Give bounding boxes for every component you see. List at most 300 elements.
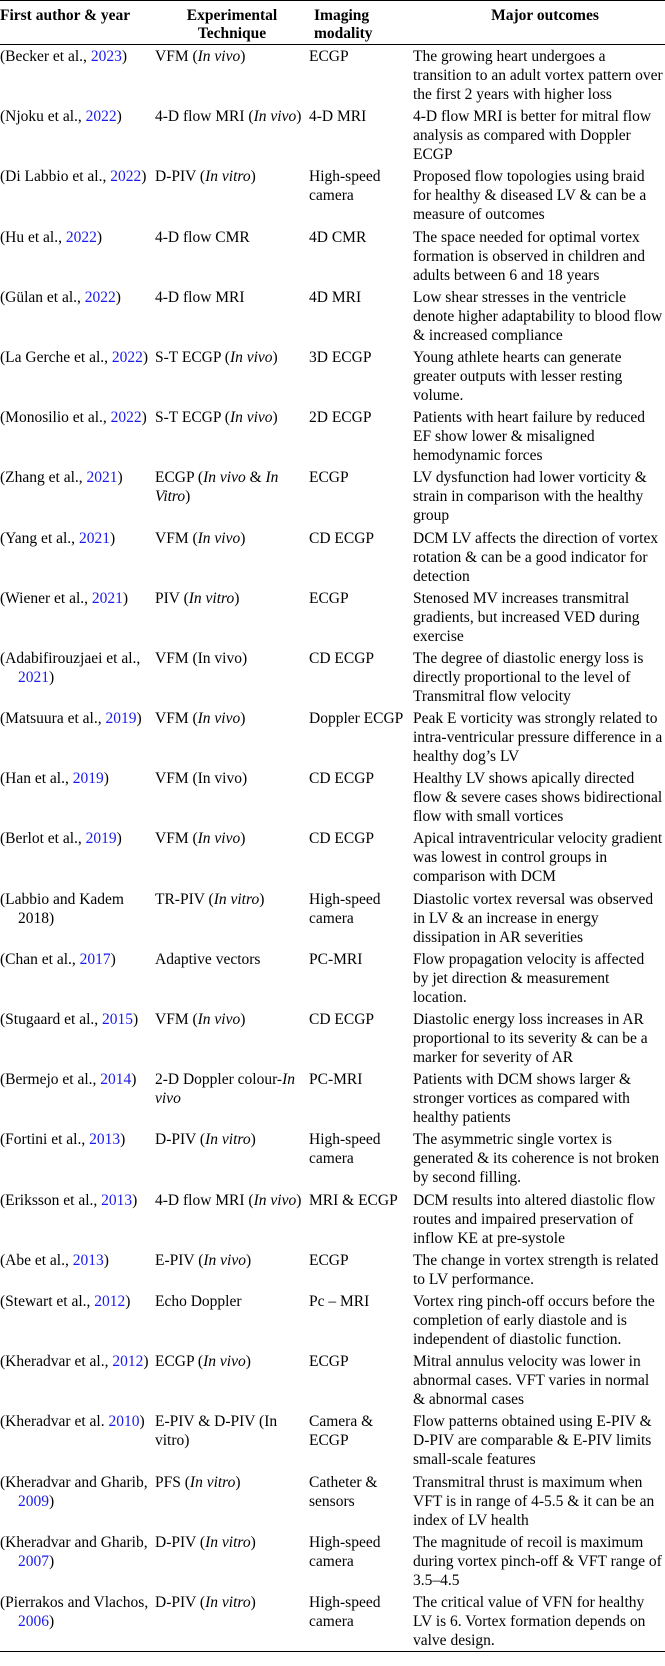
cell-author: [0, 406, 155, 466]
technique-text: ): [240, 48, 246, 65]
author-citation: [0, 47, 149, 66]
technique-text: ): [250, 1131, 256, 1149]
author-name: (Bermejo et al.,: [0, 1071, 97, 1089]
table-row: [0, 647, 665, 707]
cell-modality: ECGP: [309, 469, 349, 487]
cell-modality: High-speed camera: [309, 890, 381, 927]
citation-year-link[interactable]: 2022: [110, 409, 142, 427]
table-row: [0, 707, 665, 767]
technique-text: D-PIV (: [155, 1593, 206, 1611]
table-row: [0, 888, 665, 948]
table-row: [0, 1531, 665, 1591]
cell-modality: Catheter & sensors: [309, 1473, 378, 1510]
citation-year-link[interactable]: 2022: [84, 288, 116, 306]
cell-modality: CD ECGP: [309, 529, 375, 547]
cell-technique: [155, 888, 309, 948]
table-row: [0, 948, 665, 1008]
cell-outcome: The space needed for optimal vortex formation is observed in children and adults between 6 and 18 years: [413, 228, 646, 284]
author-citation: [0, 890, 149, 928]
author-close-paren: ): [109, 529, 116, 547]
cell-modality: ECGP: [309, 1251, 349, 1269]
citation-year-link[interactable]: 2013: [89, 1131, 121, 1149]
citation-year-link[interactable]: 2021: [78, 529, 110, 547]
citation-year-link[interactable]: 2021: [18, 668, 49, 686]
technique-text: In vivo: [155, 1071, 296, 1108]
cell-author: [0, 647, 155, 707]
cell-author: [0, 1410, 155, 1470]
cell-outcome: Vortex ring pinch-off occurs before the completion of early diastole and is independent of diastolic function.: [413, 1292, 655, 1348]
technique-text: VFM (: [155, 710, 198, 728]
cell-modality: High-speed camera: [309, 1533, 381, 1570]
cell-author: [0, 286, 155, 346]
table-row: [0, 1410, 665, 1470]
cell-modality: 4D MRI: [309, 288, 362, 306]
cell-outcome: Healthy LV shows apically directed flow & severe cases shows bidirectional flow with small vortices: [413, 770, 663, 826]
author-name: (Gülan et al.,: [0, 288, 81, 306]
author-name: (Stugaard et al.,: [0, 1011, 99, 1028]
citation-year-link[interactable]: 2019: [85, 830, 117, 848]
author-close-paren: ): [103, 770, 109, 788]
cell-author: [0, 165, 155, 225]
cell-technique: [155, 827, 309, 887]
technique-text: ): [296, 108, 302, 126]
technique-text: In vivo: [197, 529, 241, 547]
table-row: [0, 45, 665, 106]
cell-author: [0, 1350, 155, 1410]
technique-text: ): [272, 409, 278, 427]
cell-technique: [155, 226, 309, 286]
cell-author: [0, 527, 155, 587]
citation-year-link[interactable]: 2021: [91, 589, 123, 607]
technique-text: In vivo: [197, 1011, 241, 1028]
table-row: [0, 1290, 665, 1350]
author-citation: [0, 1473, 149, 1511]
cell-modality: CD ECGP: [309, 649, 375, 667]
citation-year-link[interactable]: 2022: [110, 168, 142, 186]
technique-text: In vitro: [213, 890, 260, 908]
author-name: (Di Labbio et al.,: [0, 168, 107, 186]
author-close-paren: ): [49, 1612, 55, 1630]
technique-text: ): [240, 710, 246, 728]
cell-outcome: Flow propagation velocity is affected by jet direction & measurement location.: [413, 950, 645, 1006]
citation-year-link[interactable]: 2021: [86, 469, 118, 487]
technique-text: ): [240, 529, 246, 547]
technique-text: In vivo: [203, 469, 246, 487]
author-name: (Han et al.,: [0, 770, 69, 788]
cell-outcome: The degree of diastolic energy loss is directly proportional to the level of Transmitral flow velocity: [413, 649, 644, 705]
author-close-paren: ): [133, 1011, 139, 1028]
table-header: [0, 1, 665, 45]
cell-technique: [155, 1068, 309, 1128]
author-name: (Matsuura et al.,: [0, 710, 102, 728]
technique-text: VFM (: [155, 830, 198, 848]
table-row: [0, 587, 665, 647]
table-row: [0, 286, 665, 346]
cell-outcome: Apical intraventricular velocity gradient was lowest in control groups in comparison with DCM: [413, 830, 663, 886]
technique-text: VFM (: [155, 48, 198, 65]
table-row: [0, 1189, 665, 1249]
cell-author: [0, 226, 155, 286]
technique-text: ): [240, 830, 246, 848]
author-citation: [0, 1593, 149, 1631]
author-citation: [0, 950, 149, 969]
author-name: (Kheradvar and Gharib,: [0, 1473, 148, 1491]
author-name: (Becker et al.,: [0, 48, 87, 65]
author-close-paren: ): [136, 710, 142, 728]
technique-text: In vivo: [203, 1251, 246, 1269]
technique-text: In vitro: [205, 168, 251, 186]
cell-modality: ECGP: [309, 589, 349, 607]
technique-text: ): [234, 589, 240, 607]
table-row: [0, 406, 665, 466]
technique-text: PIV (: [155, 589, 189, 607]
author-citation: [0, 829, 149, 848]
citation-year-link[interactable]: 2006: [18, 1612, 49, 1630]
cell-technique: [155, 1128, 309, 1188]
cell-modality: PC-MRI: [309, 1071, 363, 1089]
cell-modality: High-speed camera: [309, 1131, 381, 1168]
author-close-paren: ): [125, 1292, 131, 1310]
technique-text: In vitro: [205, 1593, 251, 1611]
cell-author: [0, 587, 155, 647]
technique-text: ): [259, 890, 265, 908]
citation-year-link[interactable]: 2022: [111, 348, 143, 366]
cell-outcome: The asymmetric single vortex is generated & its coherence is not broken by second filling.: [413, 1131, 660, 1187]
technique-text: Echo Doppler: [155, 1292, 242, 1310]
technique-text: In Vitro: [155, 469, 279, 506]
author-close-paren: ): [96, 228, 103, 246]
technique-text: ): [245, 1251, 252, 1269]
cell-author: [0, 948, 155, 1008]
technique-text: 2-D Doppler colour-: [155, 1071, 283, 1089]
table-row: [0, 165, 665, 225]
cell-technique: [155, 45, 309, 106]
technique-text: In vivo: [203, 1353, 246, 1371]
technique-text: TR-PIV (: [155, 890, 214, 908]
technique-text: VFM (: [155, 1011, 198, 1028]
author-close-paren: ): [116, 108, 122, 126]
cell-technique: [155, 1008, 309, 1068]
technique-text: In vivo: [197, 48, 241, 65]
citation-year-link[interactable]: 2012: [94, 1292, 126, 1310]
cell-outcome: The critical value of VFN for healthy LV is 6. Vortex formation depends on valve design.: [413, 1593, 646, 1649]
author-name: (Njoku et al.,: [0, 108, 82, 126]
cell-technique: [155, 286, 309, 346]
technique-text: 4-D flow MRI (: [155, 108, 254, 126]
technique-text: ): [185, 488, 191, 506]
cell-author: [0, 45, 155, 106]
header-modality: Imaging modality: [314, 7, 373, 42]
author-close-paren: ): [49, 1552, 55, 1570]
technique-text: S-T ECGP (: [155, 409, 230, 427]
citation-year-link[interactable]: 2007: [18, 1552, 49, 1570]
author-name: (Eriksson et al.,: [0, 1191, 98, 1209]
cell-outcome: Patients with heart failure by reduced EF show lower & misaligned hemodynamic forces: [413, 409, 645, 465]
technique-text: 4-D flow MRI: [155, 288, 245, 306]
table-row: [0, 105, 665, 165]
cell-author: [0, 1471, 155, 1531]
header-technique: Experimental Technique: [186, 7, 278, 42]
table-row: [0, 346, 665, 406]
cell-author: [0, 105, 155, 165]
cell-modality: CD ECGP: [309, 1011, 375, 1028]
table-row: [0, 466, 665, 526]
technique-text: E-PIV & D-PIV (In vitro): [155, 1413, 278, 1450]
technique-text: ): [235, 1473, 241, 1491]
cell-outcome: The magnitude of recoil is maximum during vortex pinch-off & VFT range of 3.5–4.5: [413, 1533, 662, 1589]
table-row: [0, 1068, 665, 1128]
technique-text: In vivo: [197, 830, 241, 848]
cell-author: [0, 888, 155, 948]
technique-text: PFS (: [155, 1473, 190, 1491]
author-citation: [0, 529, 149, 548]
technique-text: ): [272, 348, 278, 366]
author-citation: [0, 649, 149, 687]
cell-technique: [155, 466, 309, 526]
technique-text: In vivo: [253, 108, 297, 126]
cell-outcome: Low shear stresses in the ventricle denote higher adaptability to blood flow & increased compliance: [413, 288, 663, 344]
author-name: (Yang et al.,: [0, 529, 76, 547]
cell-outcome: DCM results into altered diastolic flow routes and impaired preservation of inflow KE at pre-systole: [413, 1191, 656, 1247]
technique-text: ): [296, 1191, 302, 1209]
author-close-paren: ): [121, 48, 127, 65]
author-citation: [0, 1010, 149, 1029]
cell-technique: [155, 165, 309, 225]
author-name: (Monosilio et al.,: [0, 409, 107, 427]
cell-modality: Camera & ECGP: [309, 1413, 374, 1450]
header-outcomes: Major outcomes: [491, 7, 599, 24]
author-citation: [0, 288, 149, 307]
author-close-paren: ): [110, 950, 116, 968]
author-citation: [0, 1292, 149, 1311]
cell-technique: [155, 1249, 309, 1290]
citation-year-link[interactable]: 2009: [18, 1492, 49, 1510]
cell-outcome: Mitral annulus velocity was lower in abnormal cases. VFT varies in normal & abnormal cases: [413, 1353, 650, 1409]
technique-text: In vitro: [188, 589, 235, 607]
technique-text: VFM (: [155, 529, 198, 547]
technique-text: VFM (In vivo): [155, 770, 248, 788]
table-row: [0, 1249, 665, 1290]
cell-outcome: Proposed flow topologies using braid for healthy & diseased LV & can be a measure of outcomes: [413, 168, 647, 224]
cell-technique: [155, 1290, 309, 1350]
author-close-paren: ): [132, 1191, 138, 1209]
author-close-paren: ): [142, 348, 149, 366]
author-close-paren: ): [117, 469, 123, 487]
author-name: (Zhang et al.,: [0, 469, 83, 487]
table-row: [0, 1128, 665, 1188]
author-name: (Kheradvar and Gharib,: [0, 1533, 148, 1551]
author-close-paren: ): [116, 830, 122, 848]
author-name: (La Gerche et al.,: [0, 348, 109, 366]
cell-modality: ECGP: [309, 1353, 349, 1371]
cell-modality: CD ECGP: [309, 770, 375, 788]
technique-text: ): [250, 1593, 256, 1611]
technique-text: VFM (In vivo): [155, 649, 248, 667]
citation-year-link[interactable]: 2013: [101, 1191, 133, 1209]
cell-technique: [155, 1189, 309, 1249]
technique-text: In vivo: [253, 1191, 297, 1209]
cell-modality: ECGP: [309, 48, 349, 65]
author-close-paren: ): [131, 1071, 137, 1089]
cell-outcome: Stenosed MV increases transmitral gradients, but increased VED during exercise: [413, 589, 640, 645]
cell-technique: [155, 1591, 309, 1652]
author-citation: [0, 1352, 149, 1371]
citation-year-link[interactable]: 2023: [90, 48, 122, 65]
table-row: [0, 1350, 665, 1410]
author-citation: [0, 167, 149, 186]
author-close-paren: ): [122, 589, 129, 607]
cell-technique: [155, 1471, 309, 1531]
cell-technique: [155, 767, 309, 827]
author-citation: [0, 1130, 149, 1149]
cell-modality: MRI & ECGP: [309, 1191, 398, 1209]
technique-text: ): [240, 1011, 246, 1028]
author-close-paren: ): [139, 1413, 145, 1431]
technique-text: 4-D flow MRI (: [155, 1191, 254, 1209]
cell-technique: [155, 527, 309, 587]
table-row: [0, 1591, 665, 1652]
author-citation: [0, 1533, 149, 1571]
citation-year-link[interactable]: 2010: [108, 1413, 140, 1431]
technique-text: ECGP (: [155, 469, 204, 487]
citation-year-link[interactable]: 2022: [65, 228, 97, 246]
cell-author: [0, 1189, 155, 1249]
author-name: (Labbio and Kadem 2018): [0, 890, 124, 927]
cell-outcome: Patients with DCM shows larger & stronger vortices as compared with healthy patients: [413, 1071, 631, 1127]
cell-outcome: Peak E vorticity was strongly related to intra-ventricular pressure difference in a healthy dog’s LV: [413, 710, 663, 766]
author-close-paren: ): [49, 1492, 55, 1510]
cell-author: [0, 346, 155, 406]
technique-text: ): [250, 1533, 256, 1551]
author-citation: [0, 107, 149, 126]
author-citation: [0, 1412, 149, 1431]
table-row: [0, 527, 665, 587]
author-citation: [0, 228, 149, 247]
technique-text: In vivo: [229, 348, 273, 366]
author-citation: [0, 1070, 149, 1089]
cell-technique: [155, 406, 309, 466]
citation-year-link[interactable]: 2022: [85, 108, 117, 126]
technique-text: In vivo: [197, 710, 241, 728]
technique-text: ): [250, 168, 256, 186]
author-name: (Stewart et al.,: [0, 1292, 91, 1310]
technique-text: E-PIV (: [155, 1251, 204, 1269]
cell-modality: CD ECGP: [309, 830, 375, 848]
cell-author: [0, 1591, 155, 1652]
header-row: [0, 1, 665, 45]
cell-technique: [155, 105, 309, 165]
table-row: [0, 1471, 665, 1531]
technique-text: In vitro: [205, 1533, 251, 1551]
author-name: (Pierrakos and Vlachos,: [0, 1593, 149, 1611]
author-citation: [0, 1191, 149, 1210]
table-row: [0, 226, 665, 286]
author-close-paren: ): [49, 668, 55, 686]
cell-outcome: The change in vortex strength is related to LV performance.: [413, 1251, 659, 1288]
header-author: First author & year: [0, 7, 131, 24]
table-body: [0, 45, 665, 1652]
author-citation: [0, 709, 149, 728]
citation-year-link[interactable]: 2013: [72, 1251, 104, 1269]
technique-text: D-PIV (: [155, 1533, 206, 1551]
citation-year-link[interactable]: 2015: [102, 1011, 134, 1028]
citation-year-link[interactable]: 2017: [79, 950, 111, 968]
cell-technique: [155, 1350, 309, 1410]
cell-modality: High-speed camera: [309, 168, 381, 205]
author-name: (Abe et al.,: [0, 1251, 69, 1269]
cell-modality: 4D CMR: [309, 228, 367, 246]
citation-year-link[interactable]: 2019: [72, 770, 104, 788]
cell-modality: 2D ECGP: [309, 409, 372, 427]
cell-author: [0, 1008, 155, 1068]
author-close-paren: ): [143, 1353, 149, 1371]
cell-technique: [155, 1410, 309, 1470]
cell-modality: PC-MRI: [309, 950, 363, 968]
cell-author: [0, 767, 155, 827]
cell-outcome: Young athlete hearts can generate greater outputs with lesser resting volume.: [413, 348, 623, 404]
cell-author: [0, 1249, 155, 1290]
citation-year-link[interactable]: 2014: [100, 1071, 132, 1089]
technique-text: In vitro: [205, 1131, 251, 1149]
citation-year-link[interactable]: 2012: [112, 1353, 144, 1371]
technique-text: In vitro: [189, 1473, 236, 1491]
cell-author: [0, 1128, 155, 1188]
cell-outcome: LV dysfunction had lower vorticity & strain in comparison with the healthy group: [413, 469, 647, 525]
cell-outcome: Flow patterns obtained using E-PIV & D-PIV are comparable & E-PIV limits small-scale features: [413, 1413, 652, 1469]
technique-text: ): [245, 1353, 251, 1371]
author-close-paren: ): [103, 1251, 109, 1269]
cell-technique: [155, 346, 309, 406]
cell-modality: Pc – MRI: [309, 1292, 370, 1310]
author-citation: [0, 589, 149, 608]
technique-text: In vivo: [229, 409, 273, 427]
author-name: (Berlot et al.,: [0, 830, 82, 848]
author-name: (Wiener et al.,: [0, 589, 89, 607]
author-citation: [0, 769, 149, 788]
cell-outcome: Diastolic energy loss increases in AR proportional to its severity & can be a marker for severity of AR: [413, 1011, 648, 1066]
cell-outcome: Transmitral thrust is maximum when VFT is in range of 4-5.5 & it can be an index of LV health: [413, 1473, 655, 1529]
cell-modality: 4-D MRI: [309, 108, 367, 126]
author-name: (Hu et al.,: [0, 228, 62, 246]
cell-outcome: Diastolic vortex reversal was observed in LV & an increase in energy dissipation in AR severities: [413, 890, 654, 946]
author-citation: [0, 408, 149, 427]
technique-text: D-PIV (: [155, 168, 206, 186]
cell-technique: [155, 587, 309, 647]
cell-author: [0, 1290, 155, 1350]
cell-author: [0, 707, 155, 767]
cell-author: [0, 466, 155, 526]
technique-text: D-PIV (: [155, 1131, 206, 1149]
author-close-paren: ): [141, 409, 147, 427]
cell-modality: Doppler ECGP: [309, 710, 404, 728]
technique-text: S-T ECGP (: [155, 348, 230, 366]
table-row: [0, 767, 665, 827]
author-citation: [0, 468, 149, 487]
citation-year-link[interactable]: 2019: [105, 710, 137, 728]
technique-text: 4-D flow CMR: [155, 228, 250, 246]
cell-outcome: DCM LV affects the direction of vortex rotation & can be a good indicator for detection: [413, 529, 659, 585]
cell-outcome: 4-D flow MRI is better for mitral flow analysis as compared with Doppler ECGP: [413, 108, 652, 164]
cell-author: [0, 1068, 155, 1128]
author-name: (Kheradvar et al.: [0, 1413, 105, 1431]
cell-technique: [155, 948, 309, 1008]
technique-text: ECGP (: [155, 1353, 204, 1371]
technique-text: &: [245, 469, 266, 487]
author-name: (Adabifirouzjaei et al.,: [0, 649, 141, 667]
technique-text: Adaptive vectors: [155, 950, 261, 968]
cell-author: [0, 827, 155, 887]
author-close-paren: ): [120, 1131, 126, 1149]
